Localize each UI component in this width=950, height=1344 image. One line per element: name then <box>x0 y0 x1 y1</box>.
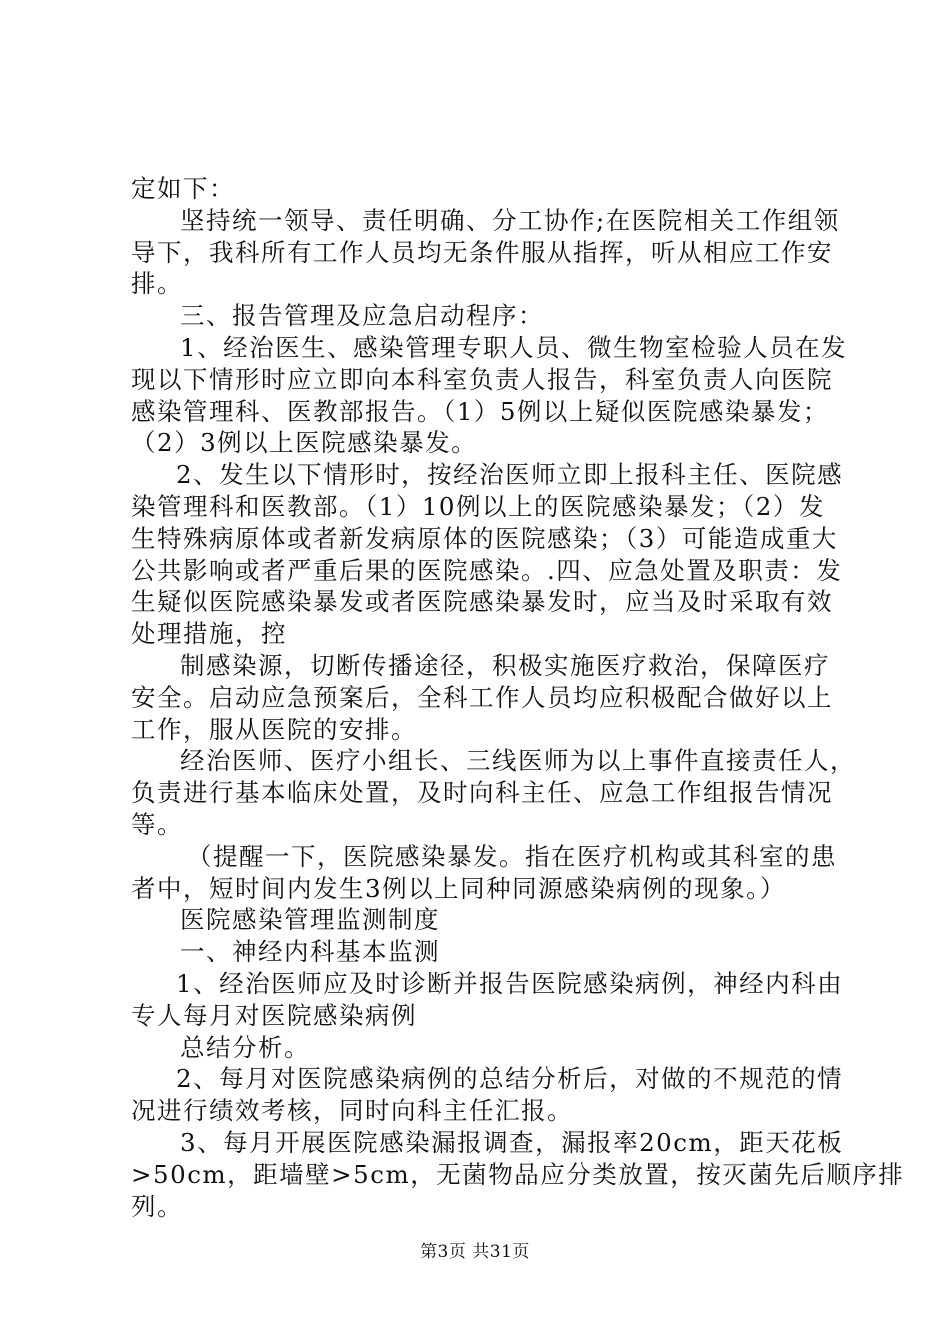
text-line: 制感染源，切断传播途径，积极实施医疗救治，保障医疗 <box>180 651 830 680</box>
text-line: 2、每月对医院感染病例的总结分析后，对做的不规范的情 <box>176 1064 844 1094</box>
text-line: （提醒一下，医院感染暴发。指在医疗机构或其科室的患 <box>187 841 837 871</box>
text-line: 处理措施，控 <box>131 619 287 649</box>
section-heading: 一、神经内科基本监测 <box>180 937 440 967</box>
text-line: 现以下情形时应立即向本科室负责人报告，科室负责人向医院 <box>131 364 833 394</box>
section-heading: 三、报告管理及应急启动程序： <box>180 301 544 331</box>
text-line: 况进行绩效考核，同时向科主任汇报。 <box>131 1096 573 1126</box>
text-line: 生疑似医院感染暴发或者医院感染暴发时，应当及时采取有效 <box>131 587 833 617</box>
text-line: 总结分析。 <box>180 1032 310 1062</box>
text-line: 定如下： <box>131 174 235 203</box>
text-line: 负责进行基本临床处置，及时向科主任、应急工作组报告情况 <box>131 778 833 808</box>
text-line: >50cm，距墙壁>5cm，无菌物品应分类放置，按灭菌先后顺序排 <box>131 1159 905 1189</box>
text-line: 排。 <box>131 269 183 299</box>
text-line: 3、每月开展医院感染漏报调查，漏报率20cm，距天花板 <box>180 1128 844 1157</box>
text-line: 生特殊病原体或者新发病原体的医院感染；（3）可能造成重大 <box>131 523 838 553</box>
text-line: 等。 <box>131 810 183 839</box>
text-line: 者中，短时间内发生3例以上同种同源感染病例的现象。） <box>131 873 786 903</box>
text-line: 安全。启动应急预案后，全科工作人员均应积极配合做好以上 <box>131 682 833 712</box>
text-line: 经治医师、医疗小组长、三线医师为以上事件直接责任人， <box>180 746 856 776</box>
text-line: 列。 <box>131 1191 183 1221</box>
section-heading: 医院感染管理监测制度 <box>180 905 440 935</box>
text-line: 染管理科和医教部。（1）10例以上的医院感染暴发；（2）发 <box>131 492 825 521</box>
text-line: 1、经治医生、感染管理专职人员、微生物室检验人员在发 <box>180 333 848 362</box>
text-line: 专人每月对医院感染病例 <box>131 1000 417 1030</box>
text-line: 1、经治医师应及时诊断并报告医院感染病例，神经内科由 <box>176 969 844 998</box>
text-line: 公共影响或者严重后果的医院感染。.四、应急处置及职责：发 <box>131 555 843 585</box>
text-line: 导下，我科所有工作人员均无条件服从指挥，听从相应工作安 <box>131 237 833 267</box>
page-number-footer: 第3页 共31页 <box>420 1242 530 1262</box>
text-line: 2、发生以下情形时，按经治医师立即上报科主任、医院感 <box>176 460 844 490</box>
text-line: 感染管理科、医教部报告。（1）5例以上疑似医院感染暴发； <box>131 396 829 426</box>
text-line: 坚持统一领导、责任明确、分工协作;在医院相关工作组领 <box>180 205 840 235</box>
text-line: 工作，服从医院的安排。 <box>131 714 417 744</box>
text-line: （2）3例以上医院感染暴发。 <box>131 428 478 458</box>
